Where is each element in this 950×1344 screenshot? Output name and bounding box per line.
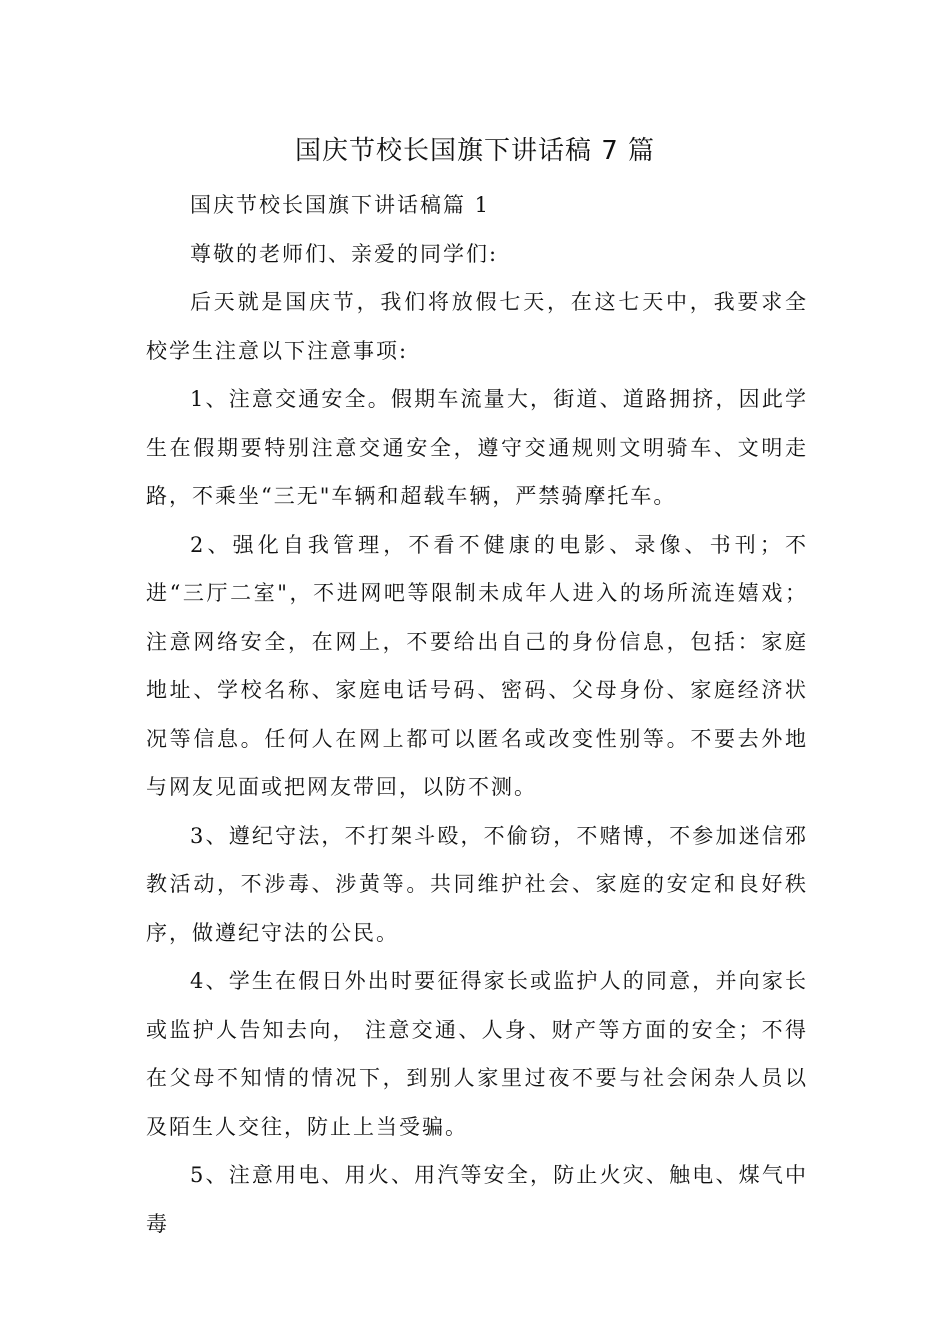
paragraph-intro: 后天就是国庆节，我们将放假七天，在这七天中，我要求全校学生注意以下注意事项: (146, 290, 808, 363)
paragraph-item-2: 2、强化自我管理，不看不健康的电影、录像、书刊；不进“三厅二室"，不进网吧等限制未成年人进入的场所流连嬉戏；注意网络安全，在网上，不要给出自己的身份信息，包括：家庭地址、学校名称、家庭电话号码、密码、父母身份、家庭经济状况等信息。任何人在网上都可以匿名或改变性别等。不要去外地与网友见面或把网友带回，以防不测。 (146, 532, 808, 799)
paragraph-item-3: 3、遵纪守法，不打架斗殴，不偷窃，不赌博，不参加迷信邪教活动，不涉毒、涉黄等。共同维护社会、家庭的安定和良好秩序，做遵纪守法的公民。 (146, 823, 808, 945)
document-body (146, 181, 808, 1248)
paragraph-item-5: 5、注意用电、用火、用汽等安全，防止火灾、触电、煤气中毒 (146, 1163, 808, 1236)
section-subtitle: 国庆节校长国旗下讲话稿篇 1 (190, 193, 491, 217)
document-title: 国庆节校长国旗下讲话稿 7 篇 (294, 136, 656, 166)
paragraph-item-1: 1、注意交通安全。假期车流量大，街道、道路拥挤，因此学生在假期要特别注意交通安全，遵守交通规则文明骑车、文明走路，不乘坐“三无"车辆和超载车辆，严禁骑摩托车。 (146, 387, 808, 508)
paragraph-item-4: 4、学生在假日外出时要征得家长或监护人的同意，并向家长或监护人告知去向， 注意交通、人身、财产等方面的安全；不得在父母不知情的情况下，到别人家里过夜不要与社会闲杂人员以及陌生人交往，防止上当受骗。 (146, 969, 808, 1139)
greeting: 尊敬的老师们、亲爱的同学们: (190, 241, 499, 266)
